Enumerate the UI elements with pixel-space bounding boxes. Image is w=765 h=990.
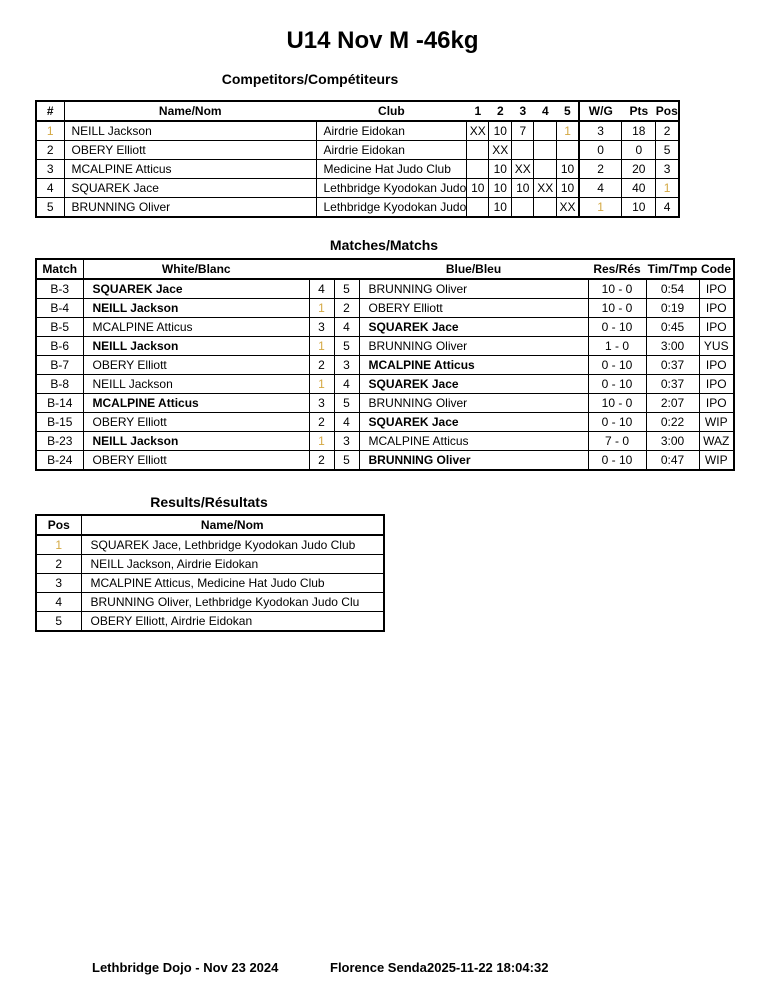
final-position: 2 bbox=[656, 121, 679, 141]
match-result: 10 - 0 bbox=[588, 299, 646, 318]
result-competitor-name: NEILL Jackson, Airdrie Eidokan bbox=[81, 555, 384, 574]
col-header-result-name: Name/Nom bbox=[81, 515, 384, 535]
match-code: IPO bbox=[699, 394, 734, 413]
results-header-row bbox=[36, 515, 384, 535]
col-header-blue-number bbox=[334, 259, 359, 279]
round-5-score: 10 bbox=[557, 160, 579, 179]
match-code: IPO bbox=[699, 279, 734, 299]
result-competitor-name: BRUNNING Oliver, Lethbridge Kyodokan Judo Clu bbox=[81, 593, 384, 612]
blue-competitor-number: 4 bbox=[334, 413, 359, 432]
match-id: B-8 bbox=[36, 375, 83, 394]
result-row bbox=[36, 612, 384, 632]
competitor-club: Airdrie Eidokan bbox=[316, 141, 467, 160]
white-competitor-number: 2 bbox=[309, 413, 334, 432]
match-result: 7 - 0 bbox=[588, 432, 646, 451]
match-id: B-6 bbox=[36, 337, 83, 356]
round-2-score: 10 bbox=[489, 160, 512, 179]
blue-competitor-number: 4 bbox=[334, 318, 359, 337]
match-result: 0 - 10 bbox=[588, 356, 646, 375]
white-competitor-name: OBERY Elliott bbox=[83, 356, 309, 375]
blue-competitor-name: SQUAREK Jace bbox=[359, 375, 588, 394]
round-3-score bbox=[512, 198, 534, 218]
col-header-number: # bbox=[36, 101, 64, 121]
match-id: B-5 bbox=[36, 318, 83, 337]
match-result: 0 - 10 bbox=[588, 413, 646, 432]
round-1-score: XX bbox=[467, 121, 489, 141]
match-result: 10 - 0 bbox=[588, 394, 646, 413]
match-time: 0:37 bbox=[646, 356, 699, 375]
blue-competitor-number: 5 bbox=[334, 394, 359, 413]
matches-table bbox=[35, 258, 735, 471]
white-competitor-number: 3 bbox=[309, 394, 334, 413]
wins-count: 3 bbox=[579, 121, 622, 141]
match-result: 1 - 0 bbox=[588, 337, 646, 356]
result-competitor-name: MCALPINE Atticus, Medicine Hat Judo Club bbox=[81, 574, 384, 593]
col-header-white-number bbox=[309, 259, 334, 279]
round-1-score bbox=[467, 141, 489, 160]
competitors-section-title: Competitors/Compétiteurs bbox=[221, 71, 399, 87]
competitor-row bbox=[36, 160, 679, 179]
round-5-score bbox=[557, 141, 579, 160]
result-position: 2 bbox=[36, 555, 81, 574]
final-position: 4 bbox=[656, 198, 679, 218]
white-competitor-name: MCALPINE Atticus bbox=[83, 394, 309, 413]
col-header-blue: Blue/Bleu bbox=[359, 259, 588, 279]
round-4-score bbox=[534, 198, 557, 218]
competitor-row bbox=[36, 198, 679, 218]
match-result: 0 - 10 bbox=[588, 318, 646, 337]
competitor-name: BRUNNING Oliver bbox=[64, 198, 316, 218]
match-id: B-24 bbox=[36, 451, 83, 471]
competitor-row bbox=[36, 121, 679, 141]
round-5-score: 1 bbox=[557, 121, 579, 141]
result-position: 4 bbox=[36, 593, 81, 612]
results-table bbox=[35, 514, 385, 632]
col-header-round-5: 5 bbox=[557, 101, 579, 121]
blue-competitor-number: 3 bbox=[334, 432, 359, 451]
round-2-score: 10 bbox=[489, 121, 512, 141]
col-header-result: Res/Rés bbox=[588, 259, 646, 279]
final-position: 5 bbox=[656, 141, 679, 160]
round-1-score: 10 bbox=[467, 179, 489, 198]
footer-event-name: Lethbridge Dojo - Nov 23 2024 bbox=[92, 960, 279, 975]
round-1-score bbox=[467, 198, 489, 218]
competitor-name: SQUAREK Jace bbox=[64, 179, 316, 198]
match-time: 0:54 bbox=[646, 279, 699, 299]
result-row bbox=[36, 574, 384, 593]
match-code: IPO bbox=[699, 299, 734, 318]
match-row bbox=[36, 451, 734, 471]
match-time: 0:47 bbox=[646, 451, 699, 471]
col-header-round-3: 3 bbox=[512, 101, 534, 121]
result-competitor-name: OBERY Elliott, Airdrie Eidokan bbox=[81, 612, 384, 632]
points-total: 18 bbox=[622, 121, 656, 141]
page-title: U14 Nov M -46kg bbox=[286, 27, 479, 54]
points-total: 40 bbox=[622, 179, 656, 198]
match-time: 0:19 bbox=[646, 299, 699, 318]
competitor-number: 3 bbox=[36, 160, 64, 179]
match-time: 0:37 bbox=[646, 375, 699, 394]
match-id: B-14 bbox=[36, 394, 83, 413]
white-competitor-number: 2 bbox=[309, 451, 334, 471]
competitor-club: Lethbridge Kyodokan Judo bbox=[316, 198, 467, 218]
competitor-number: 1 bbox=[36, 121, 64, 141]
col-header-round-2: 2 bbox=[489, 101, 512, 121]
round-2-score: XX bbox=[489, 141, 512, 160]
white-competitor-name: NEILL Jackson bbox=[83, 337, 309, 356]
competitor-number: 4 bbox=[36, 179, 64, 198]
white-competitor-name: SQUAREK Jace bbox=[83, 279, 309, 299]
blue-competitor-number: 5 bbox=[334, 451, 359, 471]
col-header-points: Pts bbox=[622, 101, 656, 121]
match-result: 10 - 0 bbox=[588, 279, 646, 299]
match-row bbox=[36, 356, 734, 375]
blue-competitor-name: BRUNNING Oliver bbox=[359, 279, 588, 299]
col-header-white: White/Blanc bbox=[83, 259, 309, 279]
match-row bbox=[36, 413, 734, 432]
white-competitor-name: NEILL Jackson bbox=[83, 299, 309, 318]
white-competitor-name: OBERY Elliott bbox=[83, 413, 309, 432]
col-header-time: Tim/Tmp bbox=[646, 259, 699, 279]
matches-header-row bbox=[36, 259, 734, 279]
blue-competitor-number: 3 bbox=[334, 356, 359, 375]
round-4-score bbox=[534, 160, 557, 179]
competitors-table bbox=[35, 100, 680, 218]
matches-section-title: Matches/Matchs bbox=[329, 237, 439, 253]
white-competitor-number: 3 bbox=[309, 318, 334, 337]
match-code: WAZ bbox=[699, 432, 734, 451]
match-id: B-7 bbox=[36, 356, 83, 375]
wins-count: 0 bbox=[579, 141, 622, 160]
footer-generated-timestamp: 2025-11-22 18:04:32 bbox=[427, 960, 549, 975]
result-row bbox=[36, 593, 384, 612]
blue-competitor-number: 2 bbox=[334, 299, 359, 318]
col-header-result-position: Pos bbox=[36, 515, 81, 535]
white-competitor-number: 1 bbox=[309, 337, 334, 356]
col-header-match: Match bbox=[36, 259, 83, 279]
wins-count: 1 bbox=[579, 198, 622, 218]
match-id: B-4 bbox=[36, 299, 83, 318]
blue-competitor-name: BRUNNING Oliver bbox=[359, 451, 588, 471]
match-time: 2:07 bbox=[646, 394, 699, 413]
results-section-title: Results/Résultats bbox=[150, 494, 268, 510]
match-row bbox=[36, 394, 734, 413]
blue-competitor-name: BRUNNING Oliver bbox=[359, 337, 588, 356]
competitor-club: Medicine Hat Judo Club bbox=[316, 160, 467, 179]
col-header-club: Club bbox=[316, 101, 467, 121]
white-competitor-number: 2 bbox=[309, 356, 334, 375]
white-competitor-name: OBERY Elliott bbox=[83, 451, 309, 471]
match-row bbox=[36, 318, 734, 337]
col-header-name: Name/Nom bbox=[64, 101, 316, 121]
round-2-score: 10 bbox=[489, 179, 512, 198]
match-time: 0:22 bbox=[646, 413, 699, 432]
round-3-score bbox=[512, 141, 534, 160]
competitors-header-row bbox=[36, 101, 679, 121]
white-competitor-number: 1 bbox=[309, 375, 334, 394]
match-row bbox=[36, 337, 734, 356]
result-competitor-name: SQUAREK Jace, Lethbridge Kyodokan Judo Club bbox=[81, 535, 384, 555]
competitor-row bbox=[36, 141, 679, 160]
blue-competitor-name: MCALPINE Atticus bbox=[359, 356, 588, 375]
white-competitor-name: NEILL Jackson bbox=[83, 432, 309, 451]
blue-competitor-name: OBERY Elliott bbox=[359, 299, 588, 318]
result-position: 1 bbox=[36, 535, 81, 555]
match-result: 0 - 10 bbox=[588, 375, 646, 394]
round-3-score: XX bbox=[512, 160, 534, 179]
match-code: IPO bbox=[699, 375, 734, 394]
match-code: YUS bbox=[699, 337, 734, 356]
white-competitor-number: 1 bbox=[309, 432, 334, 451]
match-id: B-15 bbox=[36, 413, 83, 432]
round-4-score bbox=[534, 141, 557, 160]
white-competitor-name: MCALPINE Atticus bbox=[83, 318, 309, 337]
blue-competitor-name: MCALPINE Atticus bbox=[359, 432, 588, 451]
match-time: 3:00 bbox=[646, 432, 699, 451]
competitor-name: OBERY Elliott bbox=[64, 141, 316, 160]
round-2-score: 10 bbox=[489, 198, 512, 218]
round-1-score bbox=[467, 160, 489, 179]
match-id: B-3 bbox=[36, 279, 83, 299]
col-header-wins: W/G bbox=[579, 101, 622, 121]
points-total: 0 bbox=[622, 141, 656, 160]
match-time: 3:00 bbox=[646, 337, 699, 356]
match-code: WIP bbox=[699, 413, 734, 432]
competitor-number: 2 bbox=[36, 141, 64, 160]
round-4-score: XX bbox=[534, 179, 557, 198]
match-code: WIP bbox=[699, 451, 734, 471]
points-total: 10 bbox=[622, 198, 656, 218]
match-row bbox=[36, 279, 734, 299]
blue-competitor-name: SQUAREK Jace bbox=[359, 413, 588, 432]
col-header-position: Pos bbox=[656, 101, 679, 121]
footer-operator-name: Florence Senda bbox=[330, 960, 427, 975]
result-row bbox=[36, 535, 384, 555]
round-3-score: 7 bbox=[512, 121, 534, 141]
wins-count: 4 bbox=[579, 179, 622, 198]
competitor-row bbox=[36, 179, 679, 198]
match-row bbox=[36, 299, 734, 318]
blue-competitor-number: 5 bbox=[334, 279, 359, 299]
match-row bbox=[36, 375, 734, 394]
white-competitor-name: NEILL Jackson bbox=[83, 375, 309, 394]
final-position: 3 bbox=[656, 160, 679, 179]
competitor-name: MCALPINE Atticus bbox=[64, 160, 316, 179]
col-header-code: Code bbox=[699, 259, 734, 279]
competitor-club: Airdrie Eidokan bbox=[316, 121, 467, 141]
result-position: 3 bbox=[36, 574, 81, 593]
blue-competitor-name: BRUNNING Oliver bbox=[359, 394, 588, 413]
blue-competitor-number: 4 bbox=[334, 375, 359, 394]
result-row bbox=[36, 555, 384, 574]
points-total: 20 bbox=[622, 160, 656, 179]
col-header-round-4: 4 bbox=[534, 101, 557, 121]
match-id: B-23 bbox=[36, 432, 83, 451]
round-5-score: XX bbox=[557, 198, 579, 218]
round-3-score: 10 bbox=[512, 179, 534, 198]
competitor-number: 5 bbox=[36, 198, 64, 218]
match-code: IPO bbox=[699, 318, 734, 337]
final-position: 1 bbox=[656, 179, 679, 198]
round-4-score bbox=[534, 121, 557, 141]
match-result: 0 - 10 bbox=[588, 451, 646, 471]
wins-count: 2 bbox=[579, 160, 622, 179]
match-code: IPO bbox=[699, 356, 734, 375]
round-5-score: 10 bbox=[557, 179, 579, 198]
match-row bbox=[36, 432, 734, 451]
competitor-name: NEILL Jackson bbox=[64, 121, 316, 141]
blue-competitor-number: 5 bbox=[334, 337, 359, 356]
col-header-round-1: 1 bbox=[467, 101, 489, 121]
competitor-club: Lethbridge Kyodokan Judo bbox=[316, 179, 467, 198]
match-time: 0:45 bbox=[646, 318, 699, 337]
result-position: 5 bbox=[36, 612, 81, 632]
white-competitor-number: 1 bbox=[309, 299, 334, 318]
blue-competitor-name: SQUAREK Jace bbox=[359, 318, 588, 337]
white-competitor-number: 4 bbox=[309, 279, 334, 299]
